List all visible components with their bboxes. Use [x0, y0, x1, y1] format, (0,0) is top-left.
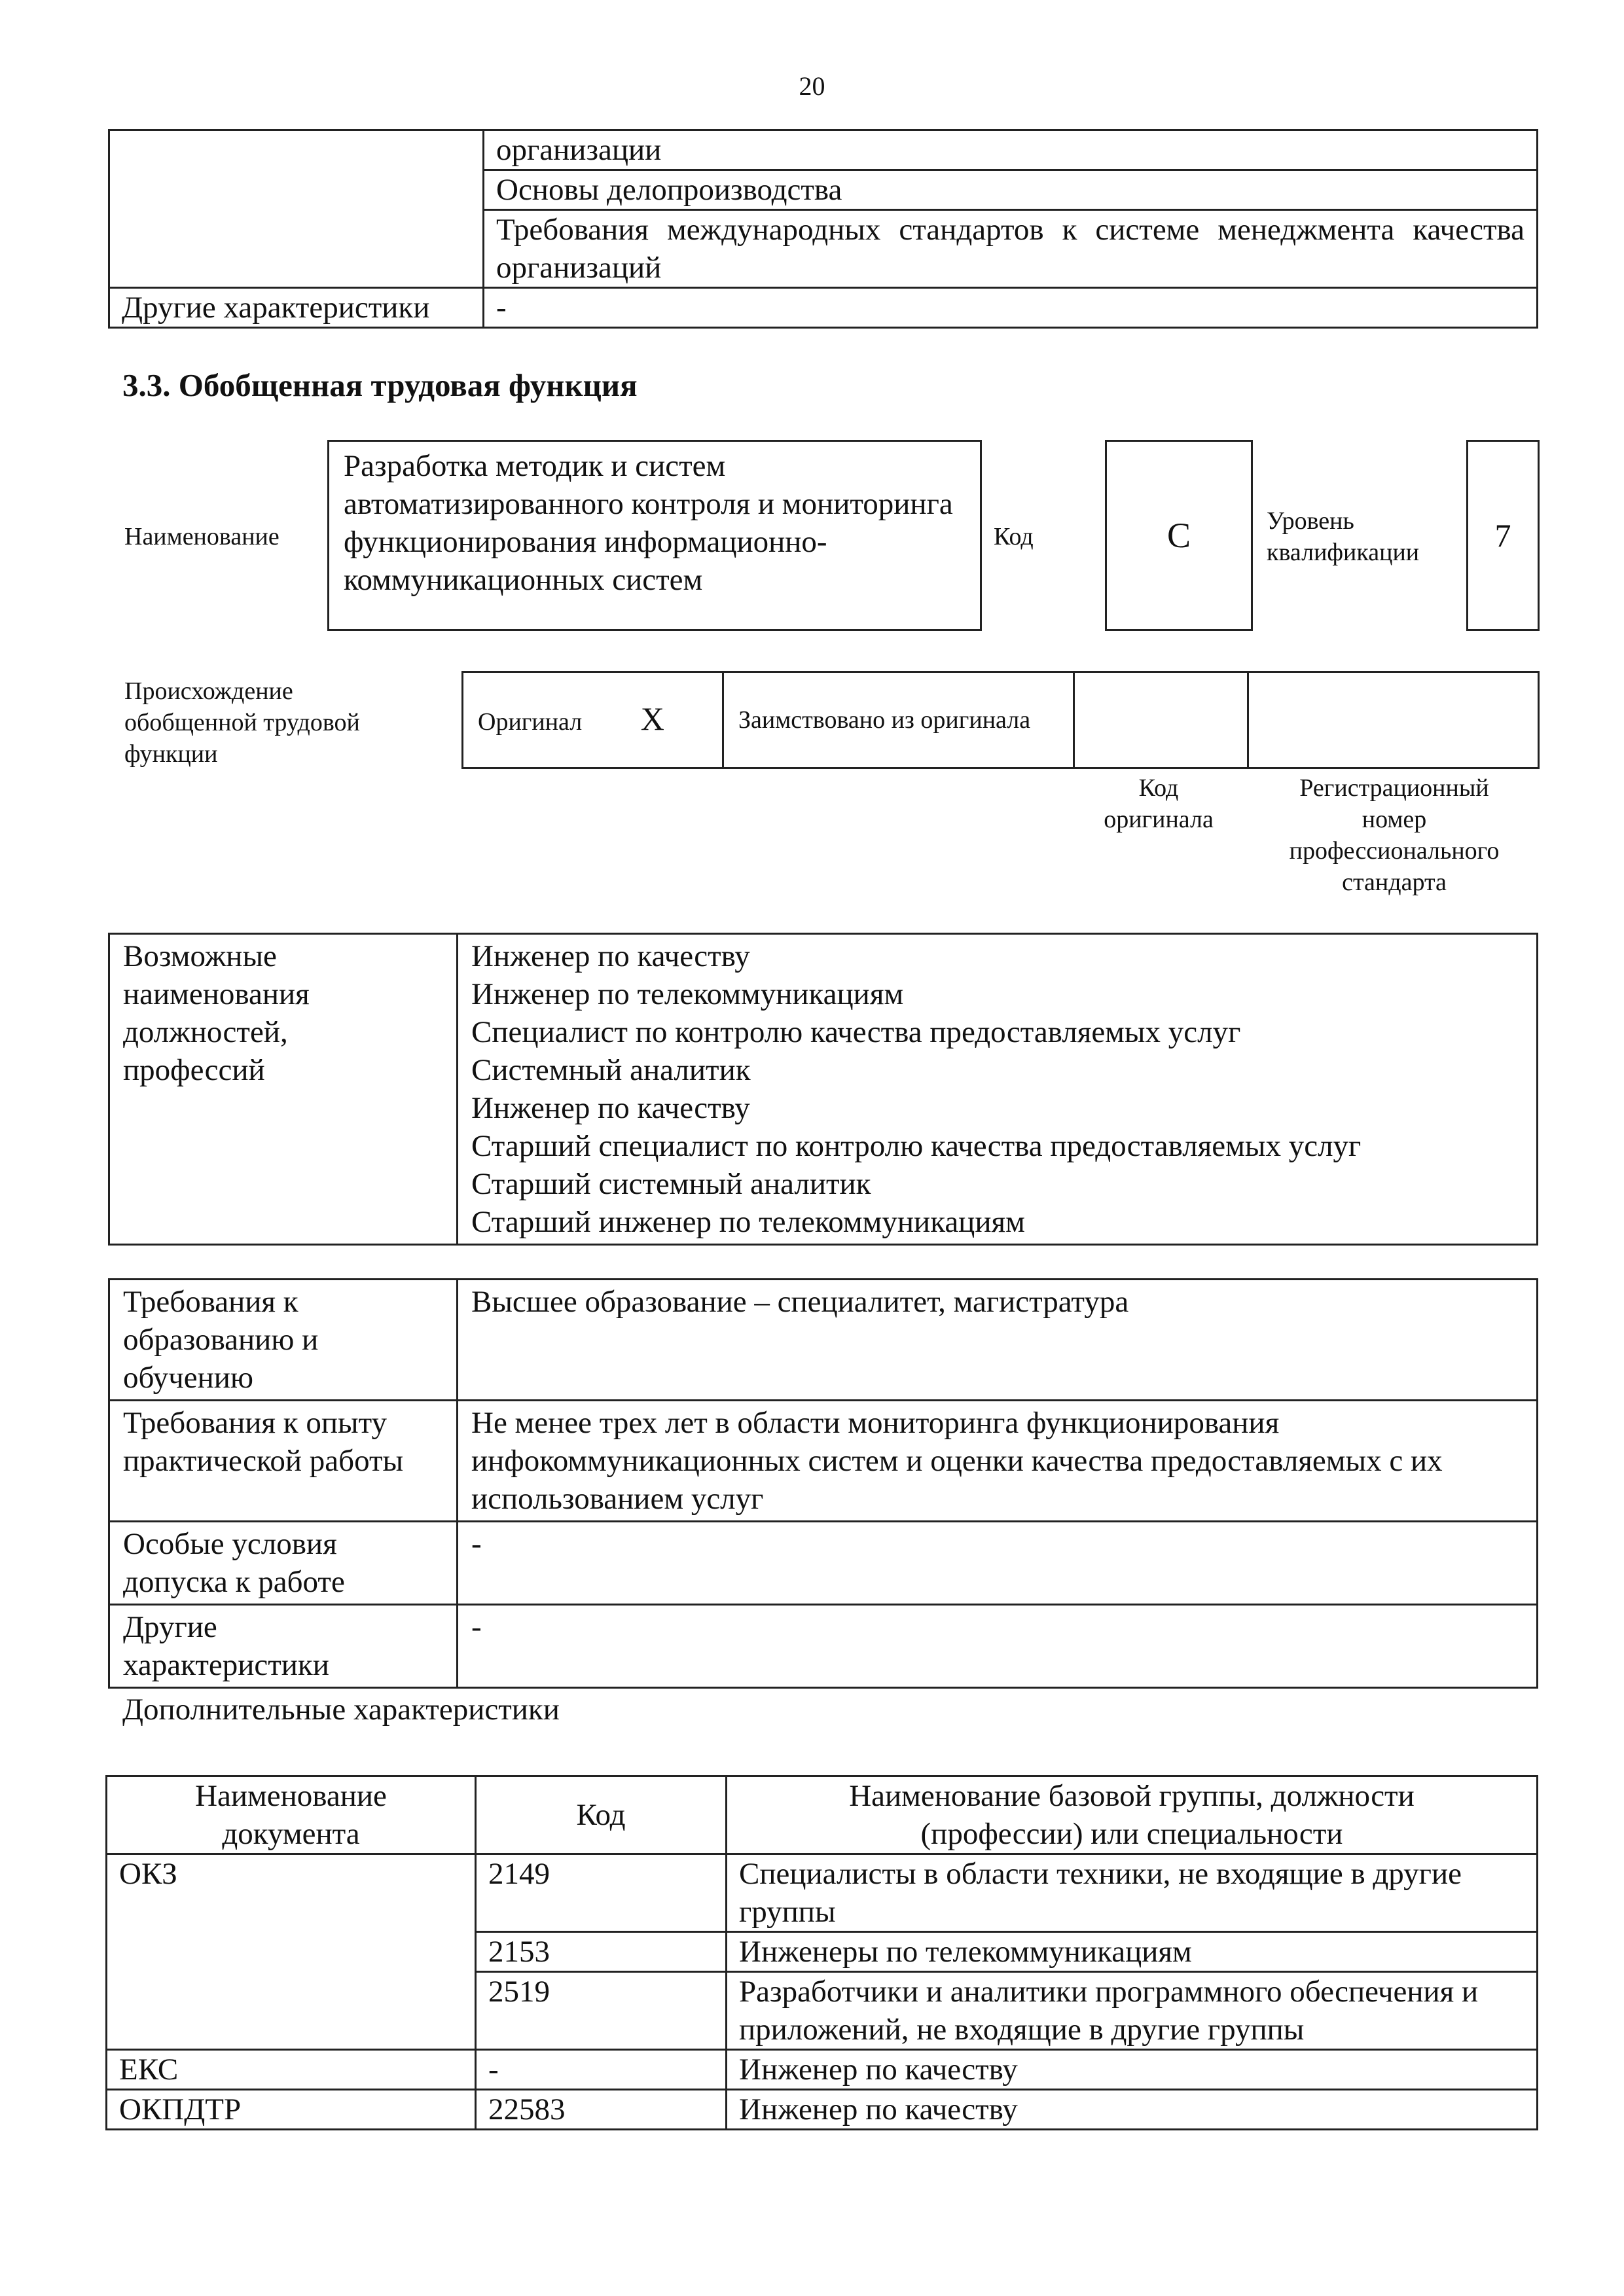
code-box: [1105, 440, 1253, 631]
requirement-label: Требования к опыту практической работы: [109, 1401, 458, 1522]
additional-characteristics-table: [105, 1775, 1538, 2130]
list-item: Системный аналитик: [471, 1053, 751, 1087]
requirement-value: Высшее образование – специалитет, магистратура: [458, 1280, 1538, 1401]
column-header: Наименование документа: [107, 1776, 476, 1854]
borrowed-label: Заимствовано из оригинала: [738, 706, 1031, 734]
table-row: [109, 1605, 1538, 1688]
list-item: Старший системный аналитик: [471, 1167, 871, 1201]
origin-label: Происхождение обобщенной трудовой функции: [124, 677, 360, 768]
table-row: [109, 1401, 1538, 1522]
list-item: Инженер по качеству: [471, 1091, 750, 1125]
doc-cell: ОКЗ: [107, 1854, 476, 2050]
knowledge-table-continued: [108, 129, 1538, 329]
name-cell: Инженер по качеству: [727, 2050, 1538, 2090]
column-header: Код: [476, 1776, 727, 1854]
code-label: Код: [994, 523, 1034, 550]
name-cell: Специалисты в области техники, не входящие в другие группы: [727, 1854, 1538, 1932]
list-item: Специалист по контролю качества предоставляемых услуг: [471, 1015, 1241, 1049]
requirement-label: Особые условия допуска к работе: [109, 1522, 458, 1605]
code-value: C: [1166, 516, 1191, 555]
requirement-value: Не менее трех лет в области мониторинга функционирования инфокоммуникационных систем и оценки качества предоставляемых с их использованием услуг: [458, 1401, 1538, 1522]
job-titles-list: [458, 934, 1538, 1245]
additional-characteristics-title: Дополнительные характеристики: [122, 1693, 560, 1727]
table-row: [107, 2090, 1538, 2130]
code-cell: 2149: [476, 1854, 727, 1932]
table-row: [109, 1280, 1538, 1401]
original-mark: X: [640, 700, 664, 737]
code-cell: 2153: [476, 1932, 727, 1972]
job-titles-table: [108, 933, 1538, 1246]
level-value: 7: [1494, 517, 1511, 554]
level-label: Уровень квалификации: [1267, 507, 1420, 566]
registration-number-cell: [1248, 672, 1539, 768]
table-row: [107, 1854, 1538, 1932]
original-code-cell: [1074, 672, 1248, 768]
knowledge-row: Основы делопроизводства: [484, 170, 1538, 210]
code-cell: 22583: [476, 2090, 727, 2130]
original-cell: [463, 672, 723, 768]
original-label: Оригинал: [478, 708, 583, 736]
function-name: Разработка методик и систем автоматизированного контроля и мониторинга функционирования информационно-коммуникационных систем: [344, 449, 953, 597]
name-label: Наименование: [124, 523, 280, 550]
table-row: [107, 2050, 1538, 2090]
empty-label-cell: [109, 130, 484, 288]
original-code-caption: Код оригинала: [1104, 774, 1214, 833]
borrowed-cell: [723, 672, 1074, 768]
other-characteristics-label: Другие характеристики: [109, 288, 484, 328]
code-cell: -: [476, 2050, 727, 2090]
code-cell: 2519: [476, 1972, 727, 2050]
requirement-label: Другие характеристики: [109, 1605, 458, 1688]
list-item: Инженер по качеству: [471, 939, 750, 973]
knowledge-row: организации: [484, 130, 1538, 170]
section-title: 3.3. Обобщенная трудовая функция: [122, 367, 638, 403]
doc-cell: ОКПДТР: [107, 2090, 476, 2130]
requirements-table: [108, 1278, 1538, 1689]
page-number: 20: [799, 71, 825, 101]
column-header: Наименование базовой группы, должности (профессии) или специальности: [727, 1776, 1538, 1854]
table-header-row: [107, 1776, 1538, 1854]
list-item: Старший инженер по телекоммуникациям: [471, 1205, 1025, 1239]
origin-table: [461, 671, 1540, 769]
function-name-box: [327, 440, 982, 631]
knowledge-row: Требования международных стандартов к системе менеджмента качества организаций: [484, 210, 1538, 288]
list-item: Старший специалист по контролю качества предоставляемых услуг: [471, 1129, 1362, 1163]
doc-cell: ЕКС: [107, 2050, 476, 2090]
requirement-value: -: [458, 1605, 1538, 1688]
level-box: [1466, 440, 1540, 631]
registration-number-caption: Регистрационный номер профессионального стандарта: [1289, 774, 1500, 896]
requirement-label: Требования к образованию и обучению: [109, 1280, 458, 1401]
name-cell: Инженер по качеству: [727, 2090, 1538, 2130]
name-cell: Инженеры по телекоммуникациям: [727, 1932, 1538, 1972]
other-characteristics-value: -: [484, 288, 1538, 328]
requirement-value: -: [458, 1522, 1538, 1605]
name-cell: Разработчики и аналитики программного обеспечения и приложений, не входящие в другие группы: [727, 1972, 1538, 2050]
job-titles-label: Возможные наименования должностей, профессий: [109, 934, 458, 1245]
list-item: Инженер по телекоммуникациям: [471, 977, 904, 1011]
table-row: [109, 1522, 1538, 1605]
